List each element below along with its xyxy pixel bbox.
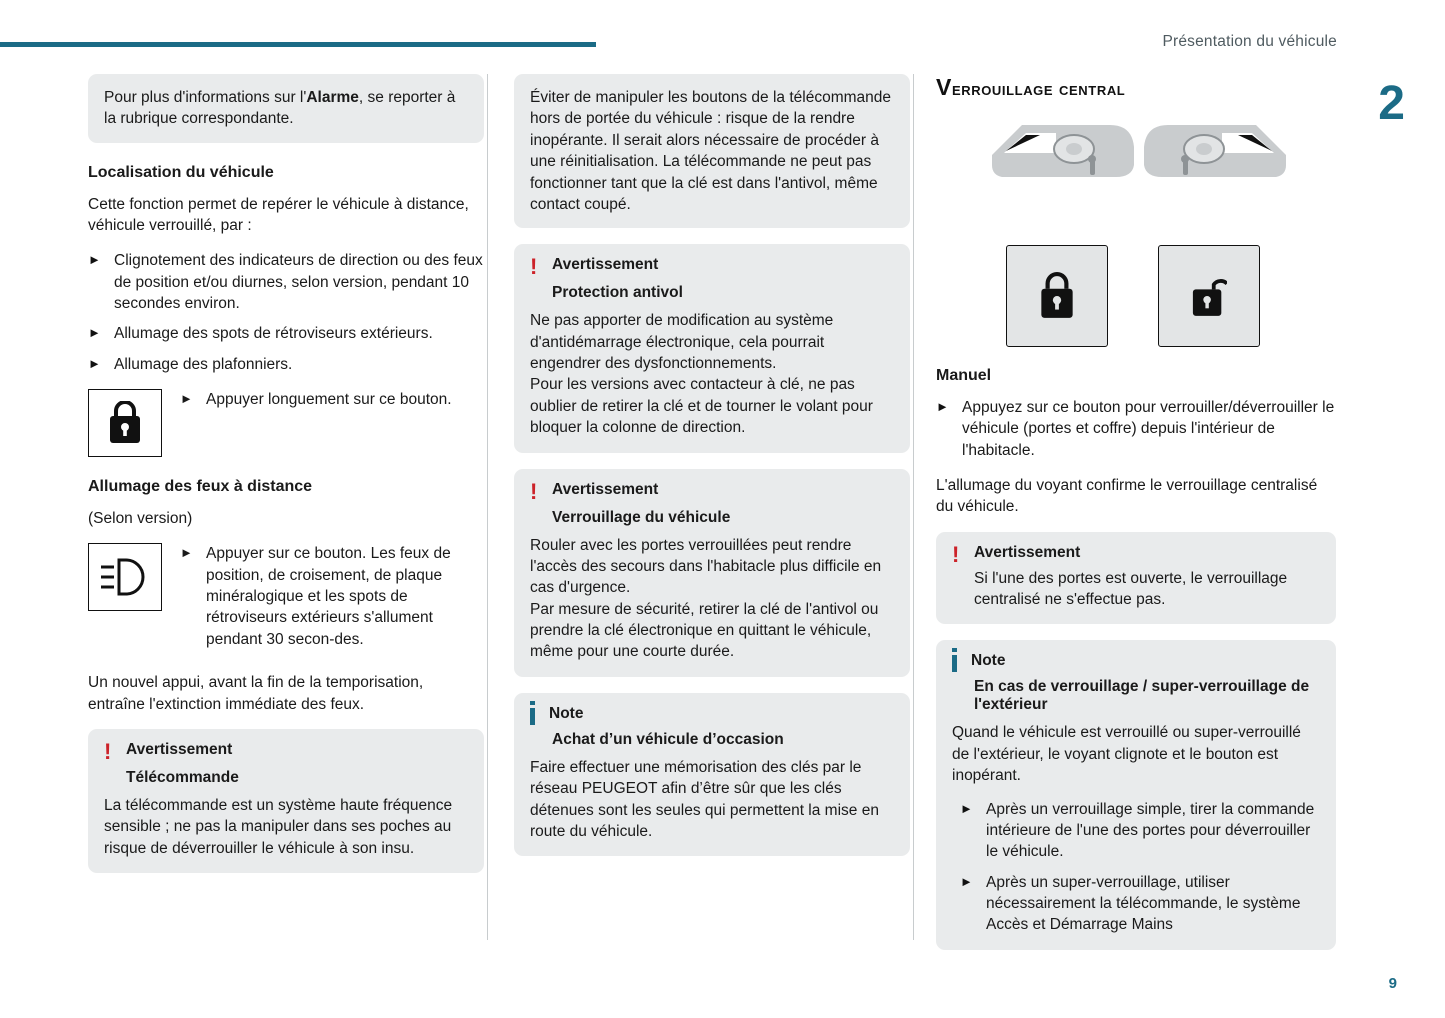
list-item: [88, 323, 484, 344]
info-box-alarme: [88, 74, 484, 143]
column-divider-1: [487, 74, 488, 940]
warning-body: Si l'une des portes est ouverte, le verrouillage centralisé ne s'effectue pas.: [974, 569, 1288, 609]
page-title: [936, 74, 1336, 101]
para-voyant: L'allumage du voyant confirme le verrouillage centralisé du véhicule.: [936, 476, 1318, 516]
para-nouvel-appui: Un nouvel appui, avant la fin de la temporisation, entraîne l'extinction immédiate des feux.: [88, 674, 424, 713]
note-verrouillage-exterieur: [936, 640, 1336, 949]
icon-headlamp-text: Appuyer sur ce bouton. Les feux de position, de croisement, de plaque minéralogique et les spots de rétroviseurs extérieurs s'allument pendant 30 secon-des.: [206, 545, 451, 648]
chapter-number: 2: [1378, 77, 1405, 130]
note-subtitle: En cas de verrouillage / super-verrouillage de l'extérieur: [974, 678, 1310, 714]
warning-body: La télécommande est un système haute fréquence sensible ; ne pas la manipuler dans ses poches au risque de déverrouiller le véhicule à son insu.: [104, 796, 453, 857]
list-item: [88, 250, 484, 314]
bullet-text: Après un verrouillage simple, tirer la commande intérieure de l'une des portes pour déverrouiller le véhicule.: [986, 800, 1315, 861]
note-subtitle: Achat d’un véhicule d’occasion: [552, 730, 784, 748]
heading-localisation: Localisation du véhicule: [88, 163, 274, 181]
heading-feux-distance: Allumage des feux à distance: [88, 478, 313, 496]
warning-label: Avertissement: [974, 543, 1081, 561]
warning-header: [530, 478, 894, 504]
bullet-arrow-icon: ►: [88, 355, 101, 371]
bullet-arrow-icon: ►: [88, 325, 101, 341]
lock-open-button[interactable]: [1158, 245, 1260, 347]
lock-closed-button[interactable]: [1006, 245, 1108, 347]
info-icon: [952, 655, 957, 672]
list-item: [936, 397, 1336, 461]
bullet-arrow-icon: ►: [960, 800, 973, 816]
car-door-left-icon: [982, 113, 1142, 203]
bullet-text: Allumage des plafonniers.: [114, 355, 293, 373]
warning-header: [104, 738, 468, 764]
warning-subtitle: Protection antivol: [552, 284, 683, 302]
note-header: [530, 705, 894, 725]
para-selon-version: (Selon version): [88, 509, 193, 527]
note-body: Faire effectuer une mémorisation des clés par le réseau PEUGEOT afin d’être sûr que les clés détenues sont les seules qui permettent la mise en route du véhicule.: [530, 758, 879, 840]
warning-body-2: Pour les versions avec contacteur à clé, ne pas oublier de retirer la clé et de tourner le volant pour bloquer la colonne de direction.: [530, 376, 873, 437]
header-title: Présentation du véhicule: [1162, 33, 1337, 50]
central-locking-illustration: [936, 113, 1336, 348]
warning-subtitle: Verrouillage du véhicule: [552, 508, 731, 526]
bullet-arrow-icon: ►: [180, 391, 193, 407]
warning-telecommande: [88, 729, 484, 873]
para-localisation: Cette fonction permet de repérer le véhicule à distance, véhicule verrouillé, par :: [88, 195, 469, 234]
column-1: [88, 74, 484, 889]
icon-row-lock: [88, 389, 484, 457]
bullet-arrow-icon: ►: [936, 398, 949, 414]
column-2: [514, 74, 910, 872]
list-item: [88, 354, 484, 375]
bullet-text: Appuyez sur ce bouton pour verrouiller/déverrouiller le véhicule (portes et coffre) depuis l'intérieur de l'habitacle.: [962, 398, 1335, 459]
warning-label: Avertissement: [126, 740, 233, 758]
page-number: 9: [1388, 975, 1397, 992]
heading-manuel: Manuel: [936, 367, 992, 384]
warning-header: [952, 541, 1320, 567]
list-item: [960, 872, 1320, 936]
info-box-text-before: Pour plus d'informations sur l': [104, 89, 307, 106]
column-divider-2: [913, 74, 914, 940]
bullet-text: Clignotement des indicateurs de direction ou des feux de position et/ou diurnes, selon version, pendant 10 secondes environ.: [114, 252, 483, 313]
icon-lock-text: Appuyer longuement sur ce bouton.: [206, 391, 452, 409]
warning-protection-antivol: [514, 244, 910, 452]
info-box-eviter: Éviter de manipuler les boutons de la télécommande hors de portée du véhicule : risque de la rendre inopérante. Il serait alors nécessaire de procéder à une réinitialisation. La télécommande ne peut pas fonctionner tant que la clé est dans l'antivol, même contact coupé.: [514, 74, 910, 228]
warning-header: [530, 256, 894, 278]
warning-label: Avertissement: [552, 480, 659, 498]
warning-icon: !: [530, 478, 538, 504]
lock-closed-icon: [88, 389, 162, 457]
car-door-right-icon: [1136, 113, 1296, 203]
warning-porte-ouverte: [936, 532, 1336, 625]
info-box-text-after: , se reporter à la rubrique correspondante.: [104, 89, 456, 128]
warning-icon: !: [104, 738, 112, 764]
note-achat-occasion: [514, 693, 910, 857]
warning-icon: !: [952, 541, 960, 567]
warning-body-2: Par mesure de sécurité, retirer la clé de l'antivol ou prendre la clé électronique en quittant le véhicule, même pour une courte durée.: [530, 600, 879, 661]
headlamp-icon: [88, 543, 162, 611]
info-icon: [530, 708, 535, 725]
bullet-text: Allumage des spots de rétroviseurs extérieurs.: [114, 325, 433, 343]
bullet-arrow-icon: ►: [88, 252, 101, 268]
bullet-arrow-icon: ►: [180, 545, 193, 561]
warning-body-1: Rouler avec les portes verrouillées peut rendre l'accès des secours dans l'habitacle plus difficile en cas d'urgence.: [530, 536, 882, 597]
note-header: [952, 652, 1320, 672]
page-title-first-letter: V: [936, 74, 952, 100]
note-body: Quand le véhicule est verrouillé ou super-verrouillé de l'extérieur, le voyant clignote et le bouton est inopérant.: [952, 724, 1301, 785]
bullet-text: Après un super-verrouillage, utiliser nécessairement la télécommande, le système Accès et Démarrage Mains: [986, 873, 1301, 934]
page-title-rest: errouillage central: [951, 79, 1126, 100]
warning-body-1: Ne pas apporter de modification au système d'antidémarrage électronique, cela pourrait engendrer des dysfonctionnements.: [530, 312, 834, 372]
column-3: [936, 74, 1336, 966]
list-item: [960, 799, 1320, 863]
warning-subtitle: Télécommande: [126, 768, 239, 786]
warning-verrouillage-vehicule: [514, 469, 910, 677]
icon-row-headlamp: [88, 543, 484, 650]
note-label: Note: [549, 704, 584, 722]
info-box-bold: Alarme: [306, 89, 359, 106]
header-rule: [0, 42, 596, 47]
warning-icon: !: [530, 254, 538, 280]
warning-label: Avertissement: [552, 256, 659, 274]
note-label: Note: [971, 652, 1006, 670]
bullet-arrow-icon: ►: [960, 873, 973, 889]
